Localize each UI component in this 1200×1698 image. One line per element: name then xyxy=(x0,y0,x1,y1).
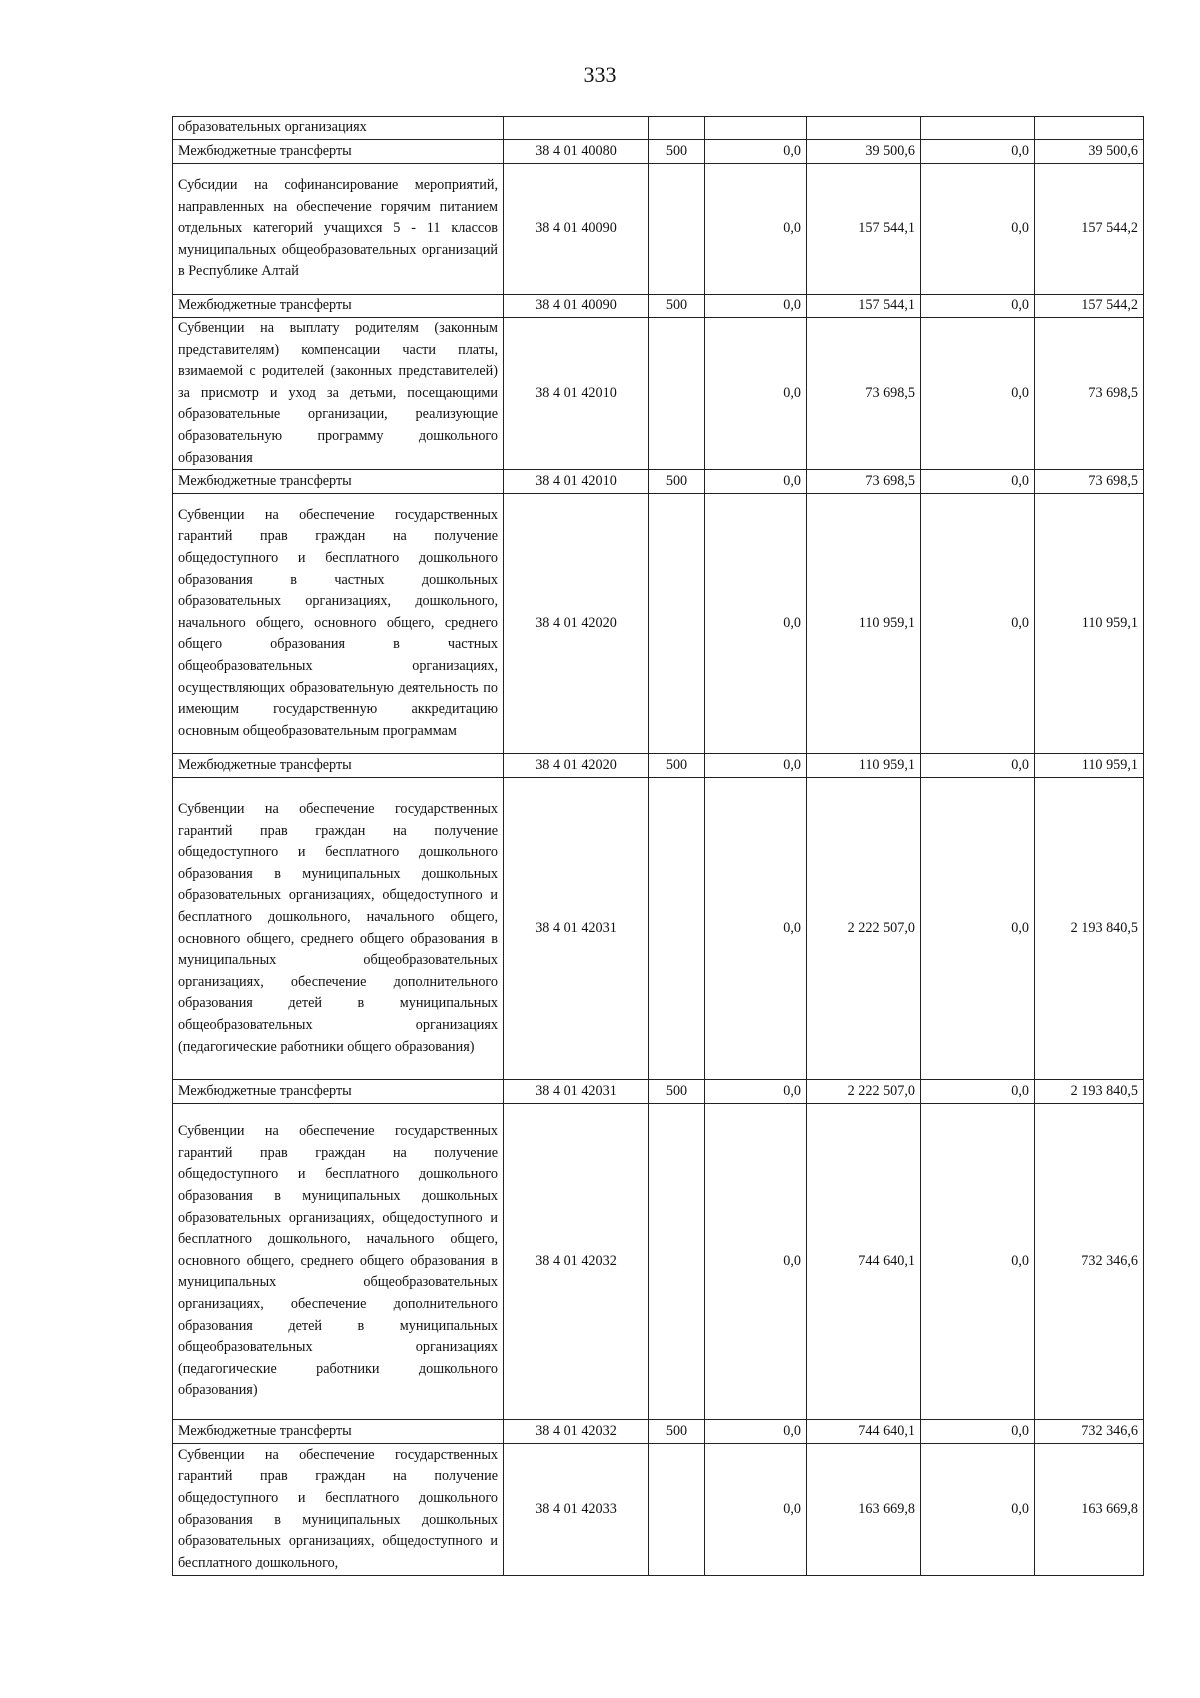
row-amount-2: 39 500,6 xyxy=(807,140,921,164)
row-expense-type xyxy=(649,1104,705,1420)
row-amount-3: 0,0 xyxy=(921,754,1035,778)
table-row xyxy=(173,117,1144,140)
row-amount-4: 157 544,2 xyxy=(1035,295,1144,318)
table-row xyxy=(173,778,1144,1080)
row-description: Межбюджетные трансферты xyxy=(173,1420,504,1444)
row-description: Субвенции на выплату родителям (законным представителям) компенсации части платы, взимаемой с родителей (законных представителей) за присмотр и уход за детьми, посещающими образовательные организации, реализующие образовательную программу дошкольного образования xyxy=(173,318,504,470)
row-amount-1: 0,0 xyxy=(705,295,807,318)
row-amount-4: 163 669,8 xyxy=(1035,1444,1144,1576)
row-expense-type xyxy=(649,778,705,1080)
row-amount-4: 732 346,6 xyxy=(1035,1420,1144,1444)
row-amount-4: 39 500,6 xyxy=(1035,140,1144,164)
row-amount-4: 157 544,2 xyxy=(1035,164,1144,295)
row-amount-3: 0,0 xyxy=(921,494,1035,754)
row-amount-1: 0,0 xyxy=(705,1080,807,1104)
row-amount-2: 163 669,8 xyxy=(807,1444,921,1576)
row-amount-1: 0,0 xyxy=(705,140,807,164)
row-expense-type xyxy=(649,1444,705,1576)
table-row xyxy=(173,1444,1144,1576)
row-amount-2: 110 959,1 xyxy=(807,494,921,754)
row-amount-3: 0,0 xyxy=(921,295,1035,318)
row-amount-3: 0,0 xyxy=(921,164,1035,295)
row-amount-2: 157 544,1 xyxy=(807,295,921,318)
row-amount-4: 110 959,1 xyxy=(1035,494,1144,754)
row-expense-type xyxy=(649,318,705,470)
row-amount-2: 2 222 507,0 xyxy=(807,1080,921,1104)
row-description: Субвенции на обеспечение государственных гарантий прав граждан на получение общедоступного и бесплатного дошкольного образования в частных дошкольных образовательных организациях, дошкольного, начального общего, основного общего, среднего общего образования в частных общеобразовательных организациях, осуществляющих образовательную деятельность по имеющим государственную аккредитацию основным общеобразовательным программам xyxy=(173,494,504,754)
row-amount-1: 0,0 xyxy=(705,1104,807,1420)
table-row xyxy=(173,318,1144,470)
row-target-code: 38 4 01 42031 xyxy=(504,1080,649,1104)
row-amount-3: 0,0 xyxy=(921,1104,1035,1420)
row-description: Межбюджетные трансферты xyxy=(173,1080,504,1104)
row-description: Межбюджетные трансферты xyxy=(173,140,504,164)
row-amount-3: 0,0 xyxy=(921,318,1035,470)
row-amount-2: 110 959,1 xyxy=(807,754,921,778)
table-row xyxy=(173,494,1144,754)
row-amount-2: 744 640,1 xyxy=(807,1104,921,1420)
row-amount-4 xyxy=(1035,117,1144,140)
row-expense-type: 500 xyxy=(649,140,705,164)
row-amount-1: 0,0 xyxy=(705,494,807,754)
row-description: образовательных организациях xyxy=(173,117,504,140)
table-row xyxy=(173,754,1144,778)
page-number: 333 xyxy=(583,62,617,87)
row-target-code: 38 4 01 42010 xyxy=(504,470,649,494)
table-row xyxy=(173,295,1144,318)
table-body xyxy=(173,117,1144,1576)
row-expense-type: 500 xyxy=(649,1420,705,1444)
row-target-code: 38 4 01 42033 xyxy=(504,1444,649,1576)
row-amount-2: 157 544,1 xyxy=(807,164,921,295)
row-amount-2 xyxy=(807,117,921,140)
row-amount-1: 0,0 xyxy=(705,778,807,1080)
row-expense-type xyxy=(649,494,705,754)
row-amount-4: 2 193 840,5 xyxy=(1035,778,1144,1080)
row-target-code: 38 4 01 42032 xyxy=(504,1420,649,1444)
row-amount-4: 73 698,5 xyxy=(1035,470,1144,494)
row-amount-1: 0,0 xyxy=(705,470,807,494)
row-amount-4: 110 959,1 xyxy=(1035,754,1144,778)
row-description: Межбюджетные трансферты xyxy=(173,295,504,318)
row-target-code xyxy=(504,117,649,140)
table-row xyxy=(173,1080,1144,1104)
row-target-code: 38 4 01 42031 xyxy=(504,778,649,1080)
row-target-code: 38 4 01 40090 xyxy=(504,295,649,318)
row-description: Субвенции на обеспечение государственных гарантий прав граждан на получение общедоступного и бесплатного дошкольного образования в муниципальных дошкольных образовательных организациях, общедоступного и бесплатного дошкольного, начального общего, основного общего, среднего общего образования в муниципальных общеобразовательных организациях, обеспечение дополнительного образования детей в муниципальных общеобразовательных организациях (педагогические работники дошкольного образования) xyxy=(173,1104,504,1420)
row-amount-3: 0,0 xyxy=(921,1420,1035,1444)
row-amount-3: 0,0 xyxy=(921,140,1035,164)
row-amount-1: 0,0 xyxy=(705,164,807,295)
row-description: Межбюджетные трансферты xyxy=(173,754,504,778)
row-amount-3: 0,0 xyxy=(921,1444,1035,1576)
row-description: Субвенции на обеспечение государственных гарантий прав граждан на получение общедоступного и бесплатного дошкольного образования в муниципальных дошкольных образовательных организациях, общедоступного и бесплатного дошкольного, начального общего, основного общего, среднего общего образования в муниципальных общеобразовательных организациях, обеспечение дополнительного образования детей в муниципальных общеобразовательных организациях (педагогические работники общего образования) xyxy=(173,778,504,1080)
row-amount-3 xyxy=(921,117,1035,140)
row-amount-4: 73 698,5 xyxy=(1035,318,1144,470)
row-amount-1 xyxy=(705,117,807,140)
row-amount-3: 0,0 xyxy=(921,778,1035,1080)
row-target-code: 38 4 01 42010 xyxy=(504,318,649,470)
budget-table xyxy=(172,116,1144,1576)
row-target-code: 38 4 01 42020 xyxy=(504,494,649,754)
row-expense-type: 500 xyxy=(649,470,705,494)
row-target-code: 38 4 01 42032 xyxy=(504,1104,649,1420)
row-target-code: 38 4 01 40080 xyxy=(504,140,649,164)
row-amount-3: 0,0 xyxy=(921,470,1035,494)
row-amount-1: 0,0 xyxy=(705,1420,807,1444)
table-row xyxy=(173,1420,1144,1444)
row-description: Субвенции на обеспечение государственных гарантий прав граждан на получение общедоступного и бесплатного дошкольного образования в муниципальных дошкольных образовательных организациях, общедоступного и бесплатного дошкольного, xyxy=(173,1444,504,1576)
row-description: Межбюджетные трансферты xyxy=(173,470,504,494)
table-row xyxy=(173,164,1144,295)
table-row xyxy=(173,1104,1144,1420)
row-amount-2: 73 698,5 xyxy=(807,318,921,470)
row-target-code: 38 4 01 42020 xyxy=(504,754,649,778)
row-amount-3: 0,0 xyxy=(921,1080,1035,1104)
row-amount-1: 0,0 xyxy=(705,754,807,778)
row-amount-2: 744 640,1 xyxy=(807,1420,921,1444)
row-expense-type: 500 xyxy=(649,754,705,778)
row-expense-type xyxy=(649,117,705,140)
row-amount-1: 0,0 xyxy=(705,1444,807,1576)
row-amount-2: 2 222 507,0 xyxy=(807,778,921,1080)
row-description: Субсидии на софинансирование мероприятий, направленных на обеспечение горячим питанием отдельных категорий учащихся 5 - 11 классов муниципальных общеобразовательных организаций в Республике Алтай xyxy=(173,164,504,295)
row-amount-4: 732 346,6 xyxy=(1035,1104,1144,1420)
row-amount-4: 2 193 840,5 xyxy=(1035,1080,1144,1104)
row-target-code: 38 4 01 40090 xyxy=(504,164,649,295)
table-row xyxy=(173,470,1144,494)
table-row xyxy=(173,140,1144,164)
row-expense-type: 500 xyxy=(649,295,705,318)
row-expense-type: 500 xyxy=(649,1080,705,1104)
row-expense-type xyxy=(649,164,705,295)
row-amount-2: 73 698,5 xyxy=(807,470,921,494)
row-amount-1: 0,0 xyxy=(705,318,807,470)
